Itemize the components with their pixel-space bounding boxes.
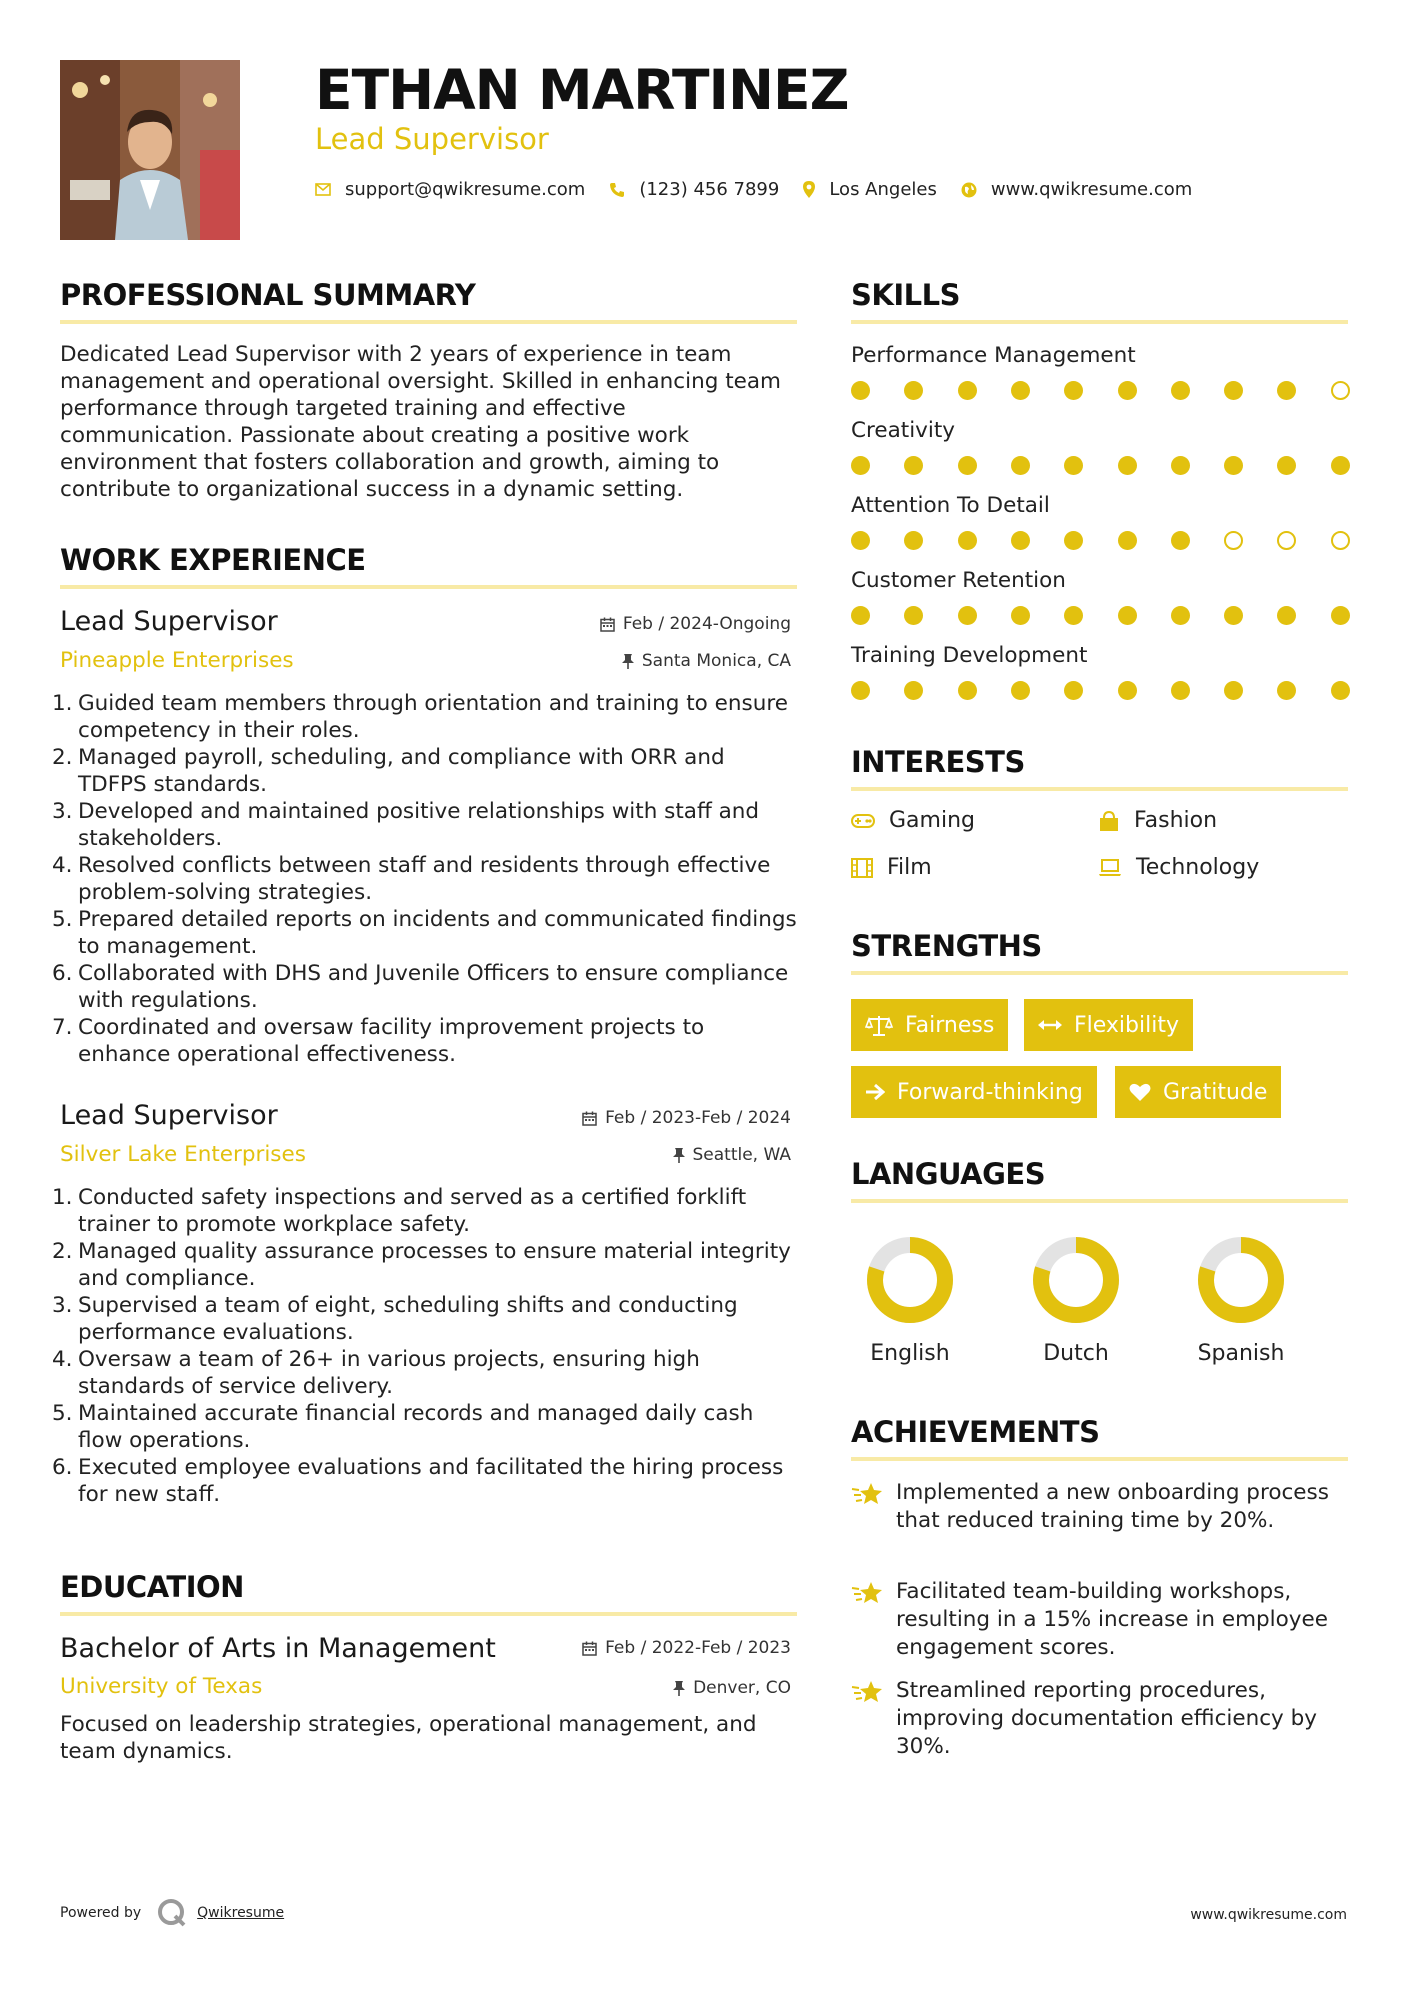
achievement-text: Facilitated team-building workshops, resulting in a 15% increase in employee engagement scores. <box>896 1579 1328 1660</box>
strength-label: Gratitude <box>1163 1079 1268 1105</box>
skill-dot-filled <box>1064 681 1083 700</box>
list-item: 2. Managed quality assurance processes to ensure material integrity and compliance. <box>52 1239 791 1291</box>
candidate-name: ETHAN MARTINEZ <box>315 58 849 122</box>
language-name: Dutch <box>1043 1341 1109 1366</box>
skill-rating <box>851 606 1351 626</box>
skill-name: Customer Retention <box>851 568 1066 593</box>
skill-dot-filled <box>1224 381 1243 400</box>
skill-dot-filled <box>1171 606 1190 625</box>
interests-divider <box>851 787 1348 791</box>
interest-item-gaming <box>851 808 975 833</box>
skill-dot-filled <box>1171 531 1190 550</box>
globe-icon <box>961 182 977 198</box>
list-item: 2. Managed payroll, scheduling, and compliance with ORR and TDFPS standards. <box>52 745 725 797</box>
job-dates-text: Feb / 2024-Ongoing <box>622 614 791 634</box>
strength-tag-gratitude <box>1115 1066 1281 1118</box>
skill-dot-empty <box>1331 531 1350 550</box>
list-item: 5. Maintained accurate financial records and managed daily cash flow operations. <box>52 1401 754 1453</box>
education-description: Focused on leadership strategies, operational management, and team dynamics. <box>60 1712 757 1764</box>
education-location-text: Denver, CO <box>693 1678 791 1698</box>
skill-dot-filled <box>958 681 977 700</box>
calendar-icon <box>582 1111 597 1126</box>
skill-name: Training Development <box>851 643 1088 668</box>
skill-dot-filled <box>1011 681 1030 700</box>
interests-heading: INTERESTS <box>851 745 1025 779</box>
achievements-heading: ACHIEVEMENTS <box>851 1415 1100 1449</box>
balance-scale-icon <box>865 1014 893 1036</box>
experience-heading: WORK EXPERIENCE <box>60 543 366 577</box>
phone-icon <box>609 182 625 198</box>
interest-item-fashion <box>1098 808 1217 833</box>
skill-rating <box>851 681 1351 701</box>
heart-icon <box>1129 1082 1151 1102</box>
skill-name: Performance Management <box>851 343 1136 368</box>
skill-dot-filled <box>1064 531 1083 550</box>
job-title: Lead Supervisor <box>60 1100 278 1131</box>
achievement-item <box>851 1479 1361 1535</box>
interest-item-technology <box>1098 855 1259 880</box>
skill-dot-filled <box>904 531 923 550</box>
skill-dot-filled <box>1277 381 1296 400</box>
laptop-icon <box>1098 859 1122 877</box>
skill-dot-filled <box>904 681 923 700</box>
language-donut <box>1196 1235 1286 1325</box>
powered-by-text: Powered by <box>60 1905 142 1921</box>
job-dates-text: Feb / 2023-Feb / 2024 <box>605 1108 791 1128</box>
interest-item-film <box>851 855 932 880</box>
pushpin-icon <box>673 1681 685 1696</box>
strength-tag-flexibility <box>1024 999 1193 1051</box>
list-item: 5. Prepared detailed reports on incidents and communicated findings to management. <box>52 907 797 959</box>
skill-dot-filled <box>1011 531 1030 550</box>
list-item: 1. Conducted safety inspections and served as a certified forklift trainer to promote workplace safety. <box>52 1185 747 1237</box>
skill-dot-filled <box>1331 606 1350 625</box>
website-text: www.qwikresume.com <box>990 179 1193 200</box>
qwikresume-logo-icon <box>157 1898 187 1928</box>
school-name: University of Texas <box>60 1674 263 1699</box>
skill-dot-filled <box>958 381 977 400</box>
job-location <box>622 651 791 671</box>
contact-email[interactable] <box>315 179 585 200</box>
skill-rating <box>851 456 1351 476</box>
language-name: English <box>870 1341 950 1366</box>
skill-dot-filled <box>1171 456 1190 475</box>
list-item: 1. Guided team members through orientation and training to ensure competency in their roles. <box>52 691 788 743</box>
achievement-text: Streamlined reporting procedures, improving documentation efficiency by 30%. <box>896 1678 1317 1759</box>
shopping-bag-icon <box>1098 810 1120 832</box>
strength-tag-forward-thinking <box>851 1066 1097 1118</box>
candidate-role: Lead Supervisor <box>315 122 549 156</box>
skill-dot-filled <box>904 606 923 625</box>
education-divider <box>60 1612 797 1616</box>
skill-dot-filled <box>1277 456 1296 475</box>
job-company: Silver Lake Enterprises <box>60 1142 306 1167</box>
contact-location <box>803 179 937 200</box>
skill-name: Attention To Detail <box>851 493 1050 518</box>
skill-dot-filled <box>1118 681 1137 700</box>
language-donut <box>865 1235 955 1325</box>
language-donut <box>1031 1235 1121 1325</box>
skill-dot-empty <box>1331 381 1350 400</box>
strength-label: Forward-thinking <box>897 1079 1083 1105</box>
contact-bar <box>315 179 1216 200</box>
skill-dot-filled <box>1331 681 1350 700</box>
skill-dot-filled <box>1064 381 1083 400</box>
job-dates <box>582 1108 791 1128</box>
list-item: 7. Coordinated and oversaw facility improvement projects to enhance operational effectiveness. <box>52 1015 705 1067</box>
skill-dot-filled <box>1118 531 1137 550</box>
language-item <box>845 1235 975 1366</box>
skill-dot-empty <box>1277 531 1296 550</box>
list-item: 4. Oversaw a team of 26+ in various projects, ensuring high standards of service delivery. <box>52 1347 700 1399</box>
job-location <box>673 1145 792 1165</box>
arrows-horizontal-icon <box>1038 1018 1062 1032</box>
contact-website[interactable] <box>961 179 1192 200</box>
skill-dot-filled <box>1064 456 1083 475</box>
skill-dot-filled <box>851 531 870 550</box>
skill-dot-filled <box>851 681 870 700</box>
contact-phone[interactable] <box>609 179 779 200</box>
pushpin-icon <box>673 1148 685 1163</box>
achievement-item <box>851 1677 1361 1761</box>
list-item: 4. Resolved conflicts between staff and residents through effective problem-solving strategies. <box>52 853 771 905</box>
list-item: 3. Supervised a team of eight, scheduling shifts and conducting performance evaluations. <box>52 1293 738 1345</box>
skill-dot-filled <box>904 381 923 400</box>
gamepad-icon <box>851 814 875 828</box>
skill-dot-filled <box>1118 456 1137 475</box>
strength-label: Flexibility <box>1074 1012 1179 1038</box>
strength-tag-fairness <box>851 999 1008 1051</box>
skill-name: Creativity <box>851 418 956 443</box>
skill-dot-filled <box>1011 456 1030 475</box>
strengths-divider <box>851 971 1348 975</box>
list-item: 3. Developed and maintained positive relationships with staff and stakeholders. <box>52 799 760 851</box>
qwikresume-link[interactable]: Qwikresume <box>197 1905 285 1921</box>
envelope-icon <box>315 183 331 196</box>
language-item <box>1176 1235 1306 1366</box>
job-title: Lead Supervisor <box>60 606 278 637</box>
calendar-icon <box>582 1641 597 1656</box>
email-text: support@qwikresume.com <box>345 179 586 200</box>
footer-website[interactable]: www.qwikresume.com <box>1190 1907 1347 1923</box>
interest-label: Technology <box>1136 855 1260 880</box>
achievements-divider <box>851 1457 1348 1461</box>
education-dates-text: Feb / 2022-Feb / 2023 <box>605 1638 791 1658</box>
skill-dot-filled <box>1224 456 1243 475</box>
skill-dot-filled <box>1331 456 1350 475</box>
shooting-star-icon <box>851 1578 896 1662</box>
job-location-text: Seattle, WA <box>692 1145 791 1165</box>
degree-title: Bachelor of Arts in Management <box>60 1633 496 1664</box>
summary-divider <box>60 320 797 324</box>
skill-dot-filled <box>851 606 870 625</box>
languages-divider <box>851 1199 1348 1203</box>
skill-dot-filled <box>1118 606 1137 625</box>
skills-divider <box>851 320 1348 324</box>
list-item: 6. Collaborated with DHS and Juvenile Officers to ensure compliance with regulations. <box>52 961 789 1013</box>
location-text: Los Angeles <box>829 179 937 200</box>
list-item: 6. Executed employee evaluations and facilitated the hiring process for new staff. <box>52 1455 784 1507</box>
arrow-right-icon <box>865 1083 885 1101</box>
job-bullets <box>52 1184 797 1508</box>
shooting-star-icon <box>851 1677 896 1761</box>
job-location-text: Santa Monica, CA <box>641 651 791 671</box>
job-company: Pineapple Enterprises <box>60 648 294 673</box>
skill-dot-filled <box>1171 381 1190 400</box>
summary-text: Dedicated Lead Supervisor with 2 years of experience in team management and operational oversight. Skilled in enhancing team performance through targeted training and effective communication. Passionate about creating a positive work environment that fosters collaboration and growth, aiming to contribute to organizational success in a dynamic setting. <box>60 342 781 502</box>
skill-dot-filled <box>1224 606 1243 625</box>
skill-dot-filled <box>851 381 870 400</box>
film-icon <box>851 858 873 878</box>
skill-dot-filled <box>1011 606 1030 625</box>
phone-text: (123) 456 7899 <box>639 179 780 200</box>
skill-dot-filled <box>958 606 977 625</box>
language-item <box>1011 1235 1141 1366</box>
skill-dot-filled <box>1064 606 1083 625</box>
shooting-star-icon <box>851 1479 896 1535</box>
experience-divider <box>60 585 797 589</box>
languages-heading: LANGUAGES <box>851 1157 1046 1191</box>
pushpin-icon <box>622 654 634 669</box>
job-bullets <box>52 690 797 1068</box>
skills-heading: SKILLS <box>851 278 960 312</box>
achievement-item <box>851 1578 1361 1662</box>
language-name: Spanish <box>1197 1341 1285 1366</box>
strengths-heading: STRENGTHS <box>851 929 1042 963</box>
interest-label: Fashion <box>1134 808 1218 833</box>
skill-dot-filled <box>958 531 977 550</box>
footer-powered-by <box>60 1898 284 1928</box>
skill-dot-empty <box>1224 531 1243 550</box>
achievement-text: Implemented a new onboarding process that reduced training time by 20%. <box>896 1480 1329 1533</box>
job-dates <box>600 614 791 634</box>
skill-dot-filled <box>1118 381 1137 400</box>
skill-dot-filled <box>1277 681 1296 700</box>
skill-dot-filled <box>1011 381 1030 400</box>
skill-dot-filled <box>1224 681 1243 700</box>
strength-label: Fairness <box>905 1012 995 1038</box>
calendar-icon <box>600 617 615 632</box>
profile-photo <box>60 60 240 240</box>
interest-label: Gaming <box>889 808 975 833</box>
education-heading: EDUCATION <box>60 1570 244 1604</box>
skill-dot-filled <box>904 456 923 475</box>
skill-rating <box>851 531 1351 551</box>
skill-dot-filled <box>958 456 977 475</box>
map-pin-icon <box>803 181 815 198</box>
education-dates <box>582 1638 791 1658</box>
skill-dot-filled <box>851 456 870 475</box>
skill-rating <box>851 381 1351 401</box>
skill-dot-filled <box>1171 681 1190 700</box>
summary-heading: PROFESSIONAL SUMMARY <box>60 278 476 312</box>
interest-label: Film <box>887 855 932 880</box>
education-location <box>673 1678 791 1698</box>
skill-dot-filled <box>1277 606 1296 625</box>
